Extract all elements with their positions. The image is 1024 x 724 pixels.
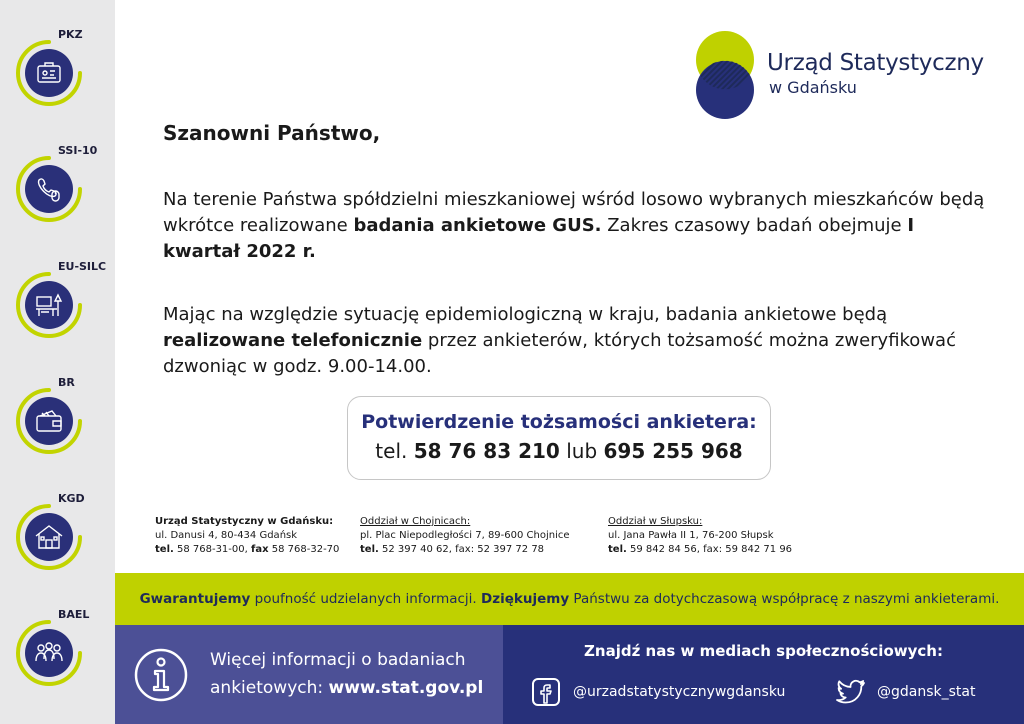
fax-label: fax	[251, 544, 269, 555]
info-line-2	[210, 674, 483, 702]
text: Państwu za dotychczasową współpracę z naszymi ankieterami.	[569, 591, 1000, 607]
survey-item-kgd	[0, 492, 115, 608]
people-icon	[33, 637, 65, 669]
identity-confirm-box	[347, 396, 771, 480]
bold-text: Dziękujemy	[481, 591, 570, 607]
bold-text: Gwarantujemy	[139, 591, 251, 607]
confidentiality-band	[115, 573, 1024, 625]
tel-label: tel.	[360, 544, 379, 555]
social-media-box	[503, 625, 1024, 724]
office-address: ul. Jana Pawła II 1, 76-200 Słupsk	[608, 530, 774, 541]
survey-item-bael	[0, 608, 115, 724]
logo-text	[767, 49, 984, 99]
text: Mając na względzie sytuację epidemiologiczną w kraju, badania ankietowe będą	[163, 304, 888, 325]
wallet-icon	[33, 405, 65, 437]
house-icon	[33, 521, 65, 553]
text: przez ankieterów, których tożsamość można zweryfikować dzwoniąc w godz. 9.00-14.00.	[163, 330, 956, 377]
fax: 58 768-32-70	[268, 544, 340, 555]
bold-text: badania ankietowe GUS.	[353, 215, 602, 236]
office-name: Urząd Statystyczny w Gdańsku:	[155, 516, 334, 527]
info-line-1: Więcej informacji o badaniach	[210, 650, 466, 670]
facebook-handle[interactable]: @urzadstatystycznywgdansku	[573, 684, 786, 700]
confirm-phones	[348, 439, 770, 463]
survey-label: BR	[58, 376, 75, 389]
text: lub	[559, 439, 604, 463]
text: ankietowych:	[210, 678, 329, 698]
bold-text: realizowane telefonicznie	[163, 330, 423, 351]
text: tel.	[375, 439, 414, 463]
twitter-handle[interactable]: @gdansk_stat	[877, 684, 976, 700]
survey-label: SSI-10	[58, 144, 98, 157]
office-address: pl. Plac Niepodległości 7, 89-600 Chojnice	[360, 530, 570, 541]
survey-sidebar	[0, 0, 115, 724]
logo-line-2: w Gdańsku	[769, 78, 857, 97]
survey-item-ssi-10	[0, 144, 115, 260]
tel-label: tel.	[155, 544, 174, 555]
twitter-row[interactable]	[833, 677, 975, 707]
survey-label: PKZ	[58, 28, 83, 41]
text: poufność udzielanych informacji.	[250, 591, 482, 607]
tel: 58 768-31-00,	[173, 544, 251, 555]
facebook-row[interactable]	[531, 677, 785, 707]
twitter-icon	[833, 677, 867, 707]
tel: 59 842 84 56, fax: 59 842 71 96	[626, 544, 793, 555]
website-link[interactable]: www.stat.gov.pl	[328, 678, 484, 698]
office-address: ul. Danusi 4, 80-434 Gdańsk	[155, 530, 298, 541]
desk-lamp-icon	[33, 289, 65, 321]
greeting: Szanowni Państwo,	[163, 121, 381, 145]
office-gdansk	[155, 515, 339, 557]
survey-label: KGD	[58, 492, 85, 505]
office-contact	[360, 543, 570, 557]
office-chojnice	[360, 515, 570, 557]
survey-item-br	[0, 376, 115, 492]
bold-text: I kwartał 2022 r.	[163, 215, 915, 262]
logo-line-1: Urząd Statystyczny	[767, 50, 984, 76]
text: Na terenie Państwa spółdzielni mieszkaniowej wśród losowo wybranych mieszkańców będą wkrótce realizowane	[163, 189, 985, 236]
more-info-box	[115, 625, 503, 724]
social-heading: Znajdź nas w mediach społecznościowych:	[584, 642, 943, 660]
survey-item-pkz	[0, 28, 115, 144]
paragraph-2	[163, 302, 963, 380]
survey-label: BAEL	[58, 608, 90, 621]
info-icon	[133, 647, 189, 703]
text: Zakres czasowy badań obejmuje	[601, 215, 908, 236]
facebook-icon	[531, 677, 561, 707]
more-info-text	[210, 646, 483, 702]
office-name: Oddział w Słupsku:	[608, 516, 703, 527]
survey-label: EU-SILC	[58, 260, 107, 273]
office-contact	[608, 543, 792, 557]
phone-mouse-icon	[33, 173, 65, 205]
phone-number[interactable]: 695 255 968	[603, 439, 743, 463]
paragraph-1	[163, 187, 993, 265]
confirm-title: Potwierdzenie tożsamości ankietera:	[361, 411, 757, 433]
office-name: Oddział w Chojnicach:	[360, 516, 471, 527]
suitcase-icon	[33, 57, 65, 89]
office-contact	[155, 543, 339, 557]
office-slupsk	[608, 515, 792, 557]
tel: 52 397 40 62, fax: 52 397 72 78	[378, 544, 545, 555]
survey-item-eu-silc	[0, 260, 115, 376]
logo-mark	[694, 31, 756, 119]
phone-number[interactable]: 58 76 83 210	[413, 439, 560, 463]
tel-label: tel.	[608, 544, 627, 555]
